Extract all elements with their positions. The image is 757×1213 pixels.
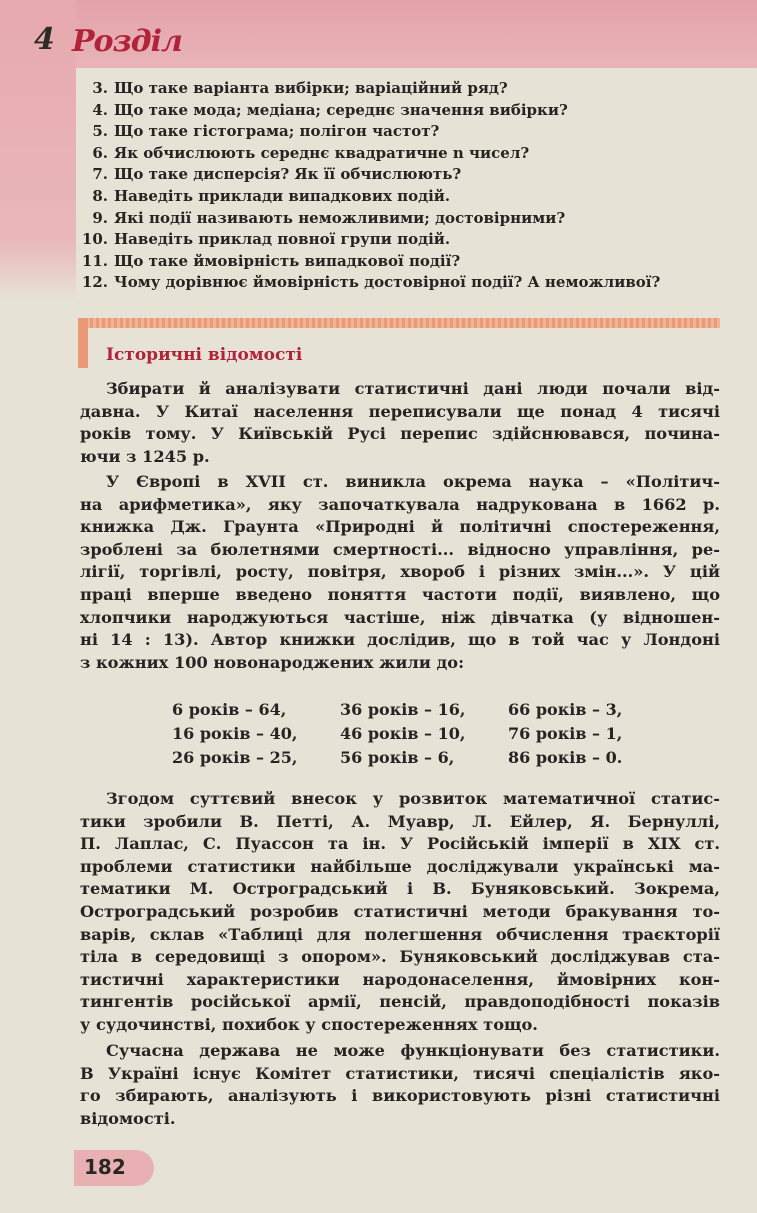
question-number: 4.	[92, 100, 108, 119]
question-number: 8.	[92, 186, 108, 205]
text-line: хлопчики народжуються частіше, ніж дівчатка (у відношен-	[80, 607, 720, 627]
history-paragraph-2	[80, 471, 720, 674]
table-cell: 6 років – 64,	[172, 700, 287, 719]
text-line: років тому. У Київській Русі перепис здійснювався, почина-	[80, 424, 720, 444]
text-line: зроблені за бюлетнями смертності... відносно управління, ре-	[80, 539, 720, 559]
text-line: відомості.	[80, 1108, 176, 1128]
text-line: Згодом суттєвий внесок у розвиток математичної статис-	[106, 789, 720, 808]
text-line: на арифметика», яку започаткувала надрукована в 1662 р.	[80, 494, 720, 514]
text-line: у судочинстві, похибок у спостереженнях тощо.	[80, 1014, 538, 1034]
text-line: праці вперше введено поняття частоти події, виявлено, що	[80, 584, 720, 604]
table-cell: 36 років – 16,	[340, 700, 466, 719]
question-text: Що таке гістограма; полігон частот?	[114, 122, 440, 141]
question-text: Що таке мода; медіана; середнє значення вибірки?	[114, 100, 568, 119]
question-number: 7.	[92, 165, 108, 184]
question-text: Чому дорівнює ймовірність достовірної події? А неможливої?	[114, 273, 661, 292]
text-line: ні 14 : 13). Автор книжки дослідив, що в той час у Лондоні	[80, 630, 720, 650]
table-cell: 66 років – 3,	[508, 700, 623, 719]
text-line: варів, склав «Таблиці для полегшення обчислення траєкторії	[80, 924, 720, 944]
question-number: 6.	[92, 143, 108, 162]
chapter-number: 4	[34, 22, 55, 57]
question-text: Що таке ймовірність випадкової події?	[114, 251, 461, 270]
text-line: Сучасна держава не може функціонувати без статистики.	[106, 1041, 720, 1060]
text-line: проблеми статистики найбільше досліджували українські ма-	[80, 856, 720, 876]
text-line: з кожних 100 новонароджених жили до:	[80, 652, 465, 672]
page-number: 182	[84, 1155, 126, 1179]
text-line: ючи з 1245 р.	[80, 446, 210, 466]
table-cell: 16 років – 40,	[172, 724, 298, 743]
text-line: П. Лаплас, С. Пуассон та ін. У Російській імперії в XIX ст.	[80, 834, 720, 854]
table-cell: 56 років – 6,	[340, 748, 455, 767]
text-line: давна. У Китаї населення переписували ще понад 4 тисячі	[80, 401, 720, 421]
question-item	[80, 229, 660, 251]
question-text: Що таке дисперсія? Як її обчислюють?	[114, 165, 462, 184]
text-line: Збирати й аналізувати статистичні дані люди почали від-	[106, 379, 720, 398]
section-divider	[78, 318, 720, 328]
question-item	[80, 164, 660, 186]
table-cell: 86 років – 0.	[508, 748, 623, 767]
question-item	[80, 251, 660, 273]
question-text: Що таке варіанта вибірки; варіаційний ряд?	[114, 79, 508, 97]
question-item	[80, 208, 660, 230]
question-item	[80, 186, 660, 208]
question-number: 10.	[81, 230, 108, 249]
question-item	[80, 78, 660, 100]
question-item	[80, 121, 660, 143]
review-questions	[80, 78, 660, 294]
text-line: книжка Дж. Граунта «Природні й політичні спостереження,	[80, 517, 720, 537]
chapter-label: Розділ	[72, 24, 182, 59]
text-line: В Україні існує Комітет статистики, тисячі спеціалістів яко-	[80, 1063, 720, 1083]
text-line: го збирають, аналізують і використовують різні статистичні	[80, 1086, 720, 1106]
question-number: 9.	[92, 208, 108, 227]
table-cell: 26 років – 25,	[172, 748, 298, 767]
history-paragraph-4	[80, 1040, 720, 1130]
question-number: 12.	[81, 273, 108, 292]
table-row	[172, 722, 676, 746]
survival-table	[172, 698, 676, 770]
text-line: тематики М. Остроградський і В. Буняковський. Зокрема,	[80, 879, 720, 899]
section-title: Історичні відомості	[106, 345, 303, 365]
question-number: 3.	[92, 79, 108, 97]
question-text: Наведіть приклади випадкових подій.	[114, 186, 451, 205]
question-text: Які події називають неможливими; достовірними?	[114, 208, 566, 227]
question-item	[80, 272, 660, 294]
question-text: Наведіть приклад повної групи подій.	[114, 230, 451, 249]
table-cell: 46 років – 10,	[340, 724, 466, 743]
text-line: лігії, торгівлі, росту, повітря, хвороб і різних змін...». У цій	[80, 562, 720, 582]
text-line: тингентів російської армії, пенсій, правдоподібності показів	[80, 992, 720, 1012]
question-number: 5.	[92, 122, 108, 141]
history-paragraph-1	[80, 378, 720, 468]
question-number: 11.	[81, 251, 108, 270]
text-line: Остроградський розробив статистичні методи бракування то-	[80, 901, 720, 921]
text-line: тіла в середовищі з опором». Буняковський досліджував ста-	[80, 947, 720, 967]
question-item	[80, 100, 660, 122]
text-line: тики зробили В. Петті, А. Муавр, Л. Ейлер, Я. Бернуллі,	[80, 811, 720, 831]
question-text: Як обчислюють середнє квадратичне n чисел?	[114, 143, 530, 162]
question-item	[80, 143, 660, 165]
table-cell: 76 років – 1,	[508, 724, 623, 743]
text-line: У Європі в XVII ст. виникла окрема наука – «Політич-	[106, 472, 720, 491]
table-row	[172, 698, 676, 722]
history-paragraph-3	[80, 788, 720, 1037]
table-row	[172, 746, 676, 770]
section-marker	[78, 318, 88, 368]
text-line: тистичні характеристики народонаселення, ймовірних кон-	[80, 969, 720, 989]
